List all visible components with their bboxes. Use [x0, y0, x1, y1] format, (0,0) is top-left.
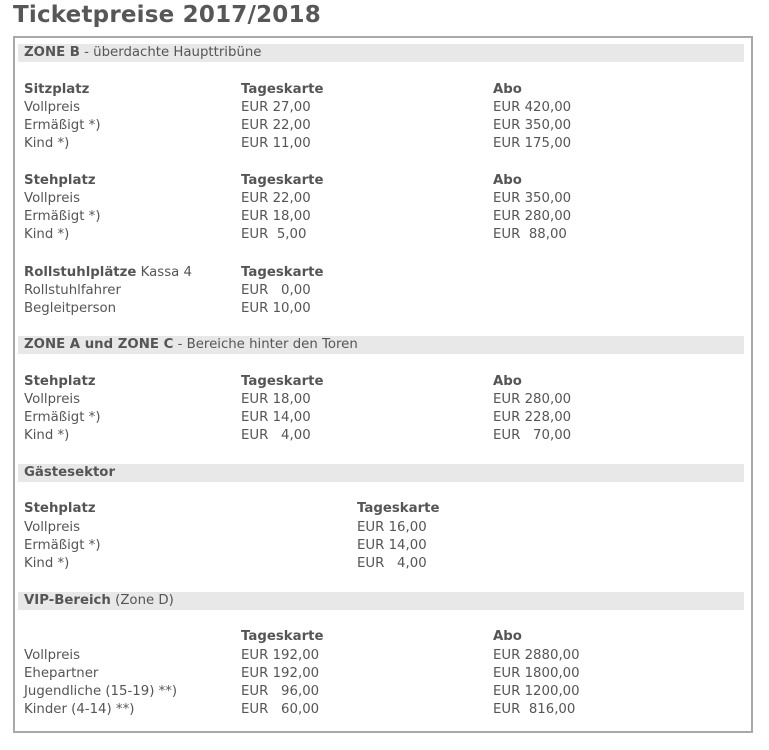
column-header-tageskarte: Tageskarte: [241, 374, 324, 389]
price-tageskarte: EUR 14,00: [241, 410, 311, 425]
row-label: Kinder (4-14) **): [24, 702, 135, 717]
category-label: Stehplatz: [24, 173, 96, 188]
price-tageskarte: EUR 22,00: [241, 191, 311, 206]
price-abo: EUR 228,00: [493, 410, 572, 425]
price-tageskarte: EUR 60,00: [241, 702, 320, 717]
column-header-abo: Abo: [493, 173, 522, 188]
price-tageskarte: EUR 14,00: [357, 538, 427, 553]
row-label: Ermäßigt *): [24, 410, 101, 425]
price-tageskarte: EUR 192,00: [241, 648, 320, 663]
section-subtitle: - überdachte Haupttribüne: [79, 45, 262, 60]
price-abo: EUR 350,00: [493, 191, 572, 206]
row-label: Begleitperson: [24, 301, 117, 316]
row-label: Ermäßigt *): [24, 118, 101, 133]
row-label: Kind *): [24, 556, 70, 571]
row-label: Ermäßigt *): [24, 538, 101, 553]
column-header-abo: Abo: [493, 374, 522, 389]
section-title: ZONE B: [24, 45, 80, 60]
category-label: [24, 264, 192, 282]
column-header-tageskarte: Tageskarte: [241, 265, 324, 280]
price-tageskarte: EUR 11,00: [241, 136, 311, 151]
price-abo: EUR 350,00: [493, 118, 572, 133]
column-header-tageskarte: Tageskarte: [241, 173, 324, 188]
price-abo: EUR 70,00: [493, 428, 572, 443]
row-label: Ehepartner: [24, 666, 99, 681]
row-label: Kind *): [24, 428, 70, 443]
price-tageskarte: EUR 4,00: [241, 428, 311, 443]
row-label: Ermäßigt *): [24, 209, 101, 224]
price-tageskarte: EUR 96,00: [241, 684, 320, 699]
row-label: Vollpreis: [24, 648, 81, 663]
section-title: VIP-Bereich: [24, 593, 111, 608]
page-title: Ticketpreise 2017/2018: [13, 2, 321, 28]
row-label: Vollpreis: [24, 191, 81, 206]
row-label: Vollpreis: [24, 100, 81, 115]
column-header-tageskarte: Tageskarte: [241, 82, 324, 97]
price-tageskarte: EUR 4,00: [357, 556, 427, 571]
price-tageskarte: EUR 18,00: [241, 392, 311, 407]
price-abo: EUR 1800,00: [493, 666, 580, 681]
price-tageskarte: EUR 5,00: [241, 227, 307, 242]
column-header-tageskarte: Tageskarte: [241, 629, 324, 644]
section-title: ZONE A und ZONE C: [24, 337, 174, 352]
price-abo: EUR 1200,00: [493, 684, 580, 699]
row-label: Vollpreis: [24, 392, 81, 407]
row-label: Kind *): [24, 136, 70, 151]
section-subtitle: (Zone D): [110, 593, 174, 608]
row-label: Kind *): [24, 227, 70, 242]
section-subtitle: - Bereiche hinter den Toren: [173, 337, 358, 352]
category-label: Stehplatz: [24, 374, 96, 389]
price-tageskarte: EUR 0,00: [241, 283, 311, 298]
price-abo: EUR 88,00: [493, 227, 567, 242]
price-tageskarte: EUR 18,00: [241, 209, 311, 224]
category-label-note: Kassa 4: [136, 265, 192, 280]
price-abo: EUR 2880,00: [493, 648, 580, 663]
category-label-bold: Rollstuhlplätze: [24, 265, 137, 280]
price-abo: EUR 280,00: [493, 209, 572, 224]
section-header-zone-b: [18, 44, 744, 62]
column-header-tageskarte: Tageskarte: [357, 501, 440, 516]
price-tageskarte: EUR 192,00: [241, 666, 320, 681]
price-tageskarte: EUR 22,00: [241, 118, 311, 133]
section-title: Gästesektor: [24, 465, 116, 480]
price-abo: EUR 280,00: [493, 392, 572, 407]
row-label: Jugendliche (15-19) **): [24, 684, 178, 699]
category-label: Sitzplatz: [24, 82, 90, 97]
section-header-vip: [18, 592, 744, 610]
category-label: Stehplatz: [24, 501, 96, 516]
price-tageskarte: EUR 27,00: [241, 100, 311, 115]
column-header-abo: Abo: [493, 82, 522, 97]
section-header-gaeste: [18, 464, 744, 482]
price-tageskarte: EUR 16,00: [357, 520, 427, 535]
row-label: Rollstuhlfahrer: [24, 283, 121, 298]
row-label: Vollpreis: [24, 520, 81, 535]
price-abo: EUR 175,00: [493, 136, 572, 151]
price-abo: EUR 816,00: [493, 702, 576, 717]
column-header-abo: Abo: [493, 629, 522, 644]
section-header-zone-a-c: [18, 336, 744, 354]
price-table-box: [13, 36, 753, 733]
price-tageskarte: EUR 10,00: [241, 301, 311, 316]
price-abo: EUR 420,00: [493, 100, 572, 115]
